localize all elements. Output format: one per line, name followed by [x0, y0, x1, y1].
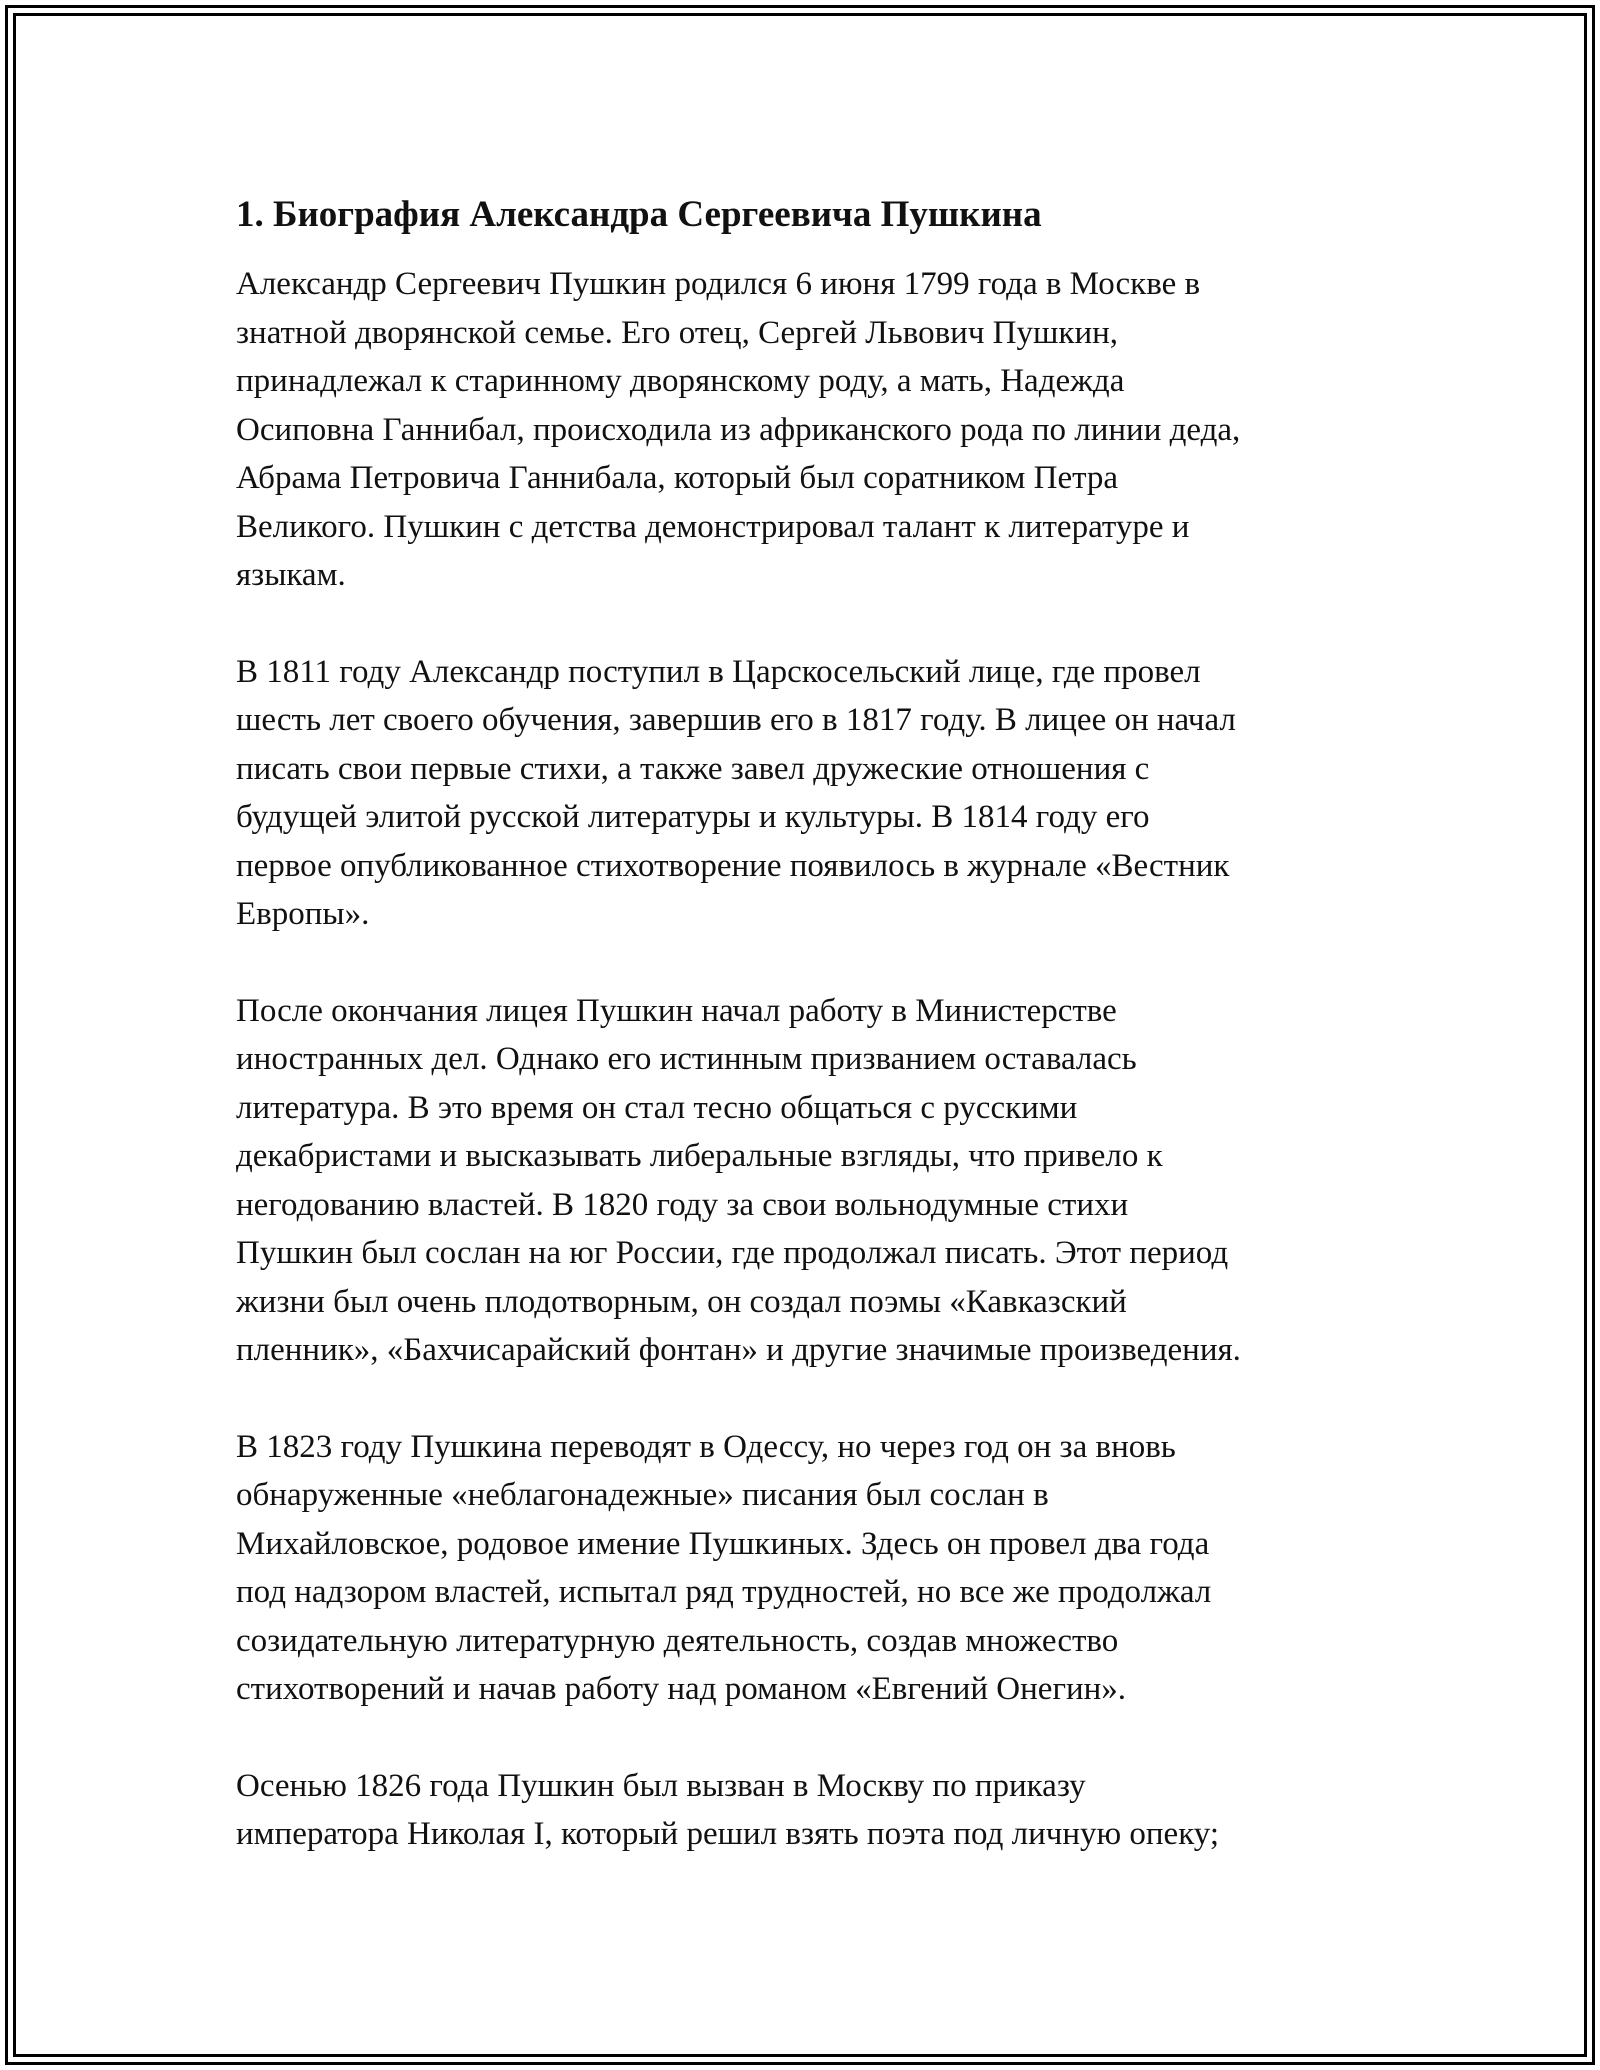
- paragraph-2: [236, 648, 1376, 939]
- text-line: Великого. Пушкин с детства демонстрировал талант к литературе и: [236, 508, 1190, 545]
- text-line: писать свои первые стихи, а также завел дружеские отношения с: [236, 750, 1150, 787]
- text-line: Европы».: [236, 896, 370, 932]
- text-line: знатной дворянской семье. Его отец, Сергей Львович Пушкин,: [236, 314, 1119, 351]
- paragraph-3: [236, 987, 1376, 1375]
- text-line: императора Николая I, который решил взять поэта под личную опеку;: [236, 1816, 1220, 1852]
- text-line: жизни был очень плодотворным, он создал поэмы «Кавказский: [236, 1283, 1127, 1320]
- text-line: негодованию властей. В 1820 году за свои вольнодумные стихи: [236, 1186, 1129, 1223]
- paragraph-1: [236, 260, 1376, 600]
- paragraph-4: [236, 1423, 1376, 1714]
- text-line: Абрама Петровича Ганнибала, который был соратником Петра: [236, 460, 1119, 496]
- section-heading: 1. Биография Александра Сергеевича Пушкина: [236, 194, 1042, 235]
- text-line: первое опубликованное стихотворение появилось в журнале «Вестник: [236, 847, 1230, 884]
- text-line: под надзором властей, испытал ряд трудностей, но все же продолжал: [236, 1574, 1212, 1610]
- text-line: стихотворений и начав работу над романом «Евгений Онегин».: [236, 1671, 1127, 1707]
- text-line: В 1823 году Пушкина переводят в Одессу, но через год он за вновь: [236, 1428, 1176, 1465]
- text-line: Пушкин был сослан на юг России, где продолжал писать. Этот период: [236, 1235, 1229, 1271]
- text-line: будущей элитой русской литературы и культуры. В 1814 году его: [236, 799, 1150, 835]
- text-line: шесть лет своего обучения, завершив его в 1817 году. В лицее он начал: [236, 702, 1236, 738]
- text-line: иностранных дел. Однако его истинным призванием оставалась: [236, 1041, 1137, 1077]
- text-line: декабристами и высказывать либеральные взгляды, что привело к: [236, 1138, 1163, 1174]
- paragraph-5: [236, 1762, 1376, 1859]
- text-line: Осенью 1826 года Пушкин был вызван в Москву по приказу: [236, 1767, 1086, 1804]
- text-line: языкам.: [236, 557, 346, 593]
- text-line: После окончания лицея Пушкин начал работу в Министерстве: [236, 992, 1117, 1029]
- text-line: Михайловское, родовое имение Пушкиных. Здесь он провел два года: [236, 1525, 1210, 1562]
- text-line: В 1811 году Александр поступил в Царскосельский лице, где провел: [236, 653, 1201, 690]
- text-line: Александр Сергеевич Пушкин родился 6 июня 1799 года в Москве в: [236, 266, 1201, 302]
- text-line: обнаруженные «неблагонадежные» писания был сослан в: [236, 1477, 1049, 1513]
- text-line: литература. В это время он стал тесно общаться с русскими: [236, 1089, 1078, 1126]
- text-line: созидательную литературную деятельность, создав множество: [236, 1622, 1119, 1659]
- document-content: [236, 190, 1376, 1907]
- text-line: Осиповна Ганнибал, происходила из африканского рода по линии деда,: [236, 411, 1241, 448]
- text-line: принадлежал к старинному дворянскому роду, а мать, Надежда: [236, 363, 1125, 399]
- text-line: пленник», «Бахчисарайский фонтан» и другие значимые произведения.: [236, 1332, 1241, 1368]
